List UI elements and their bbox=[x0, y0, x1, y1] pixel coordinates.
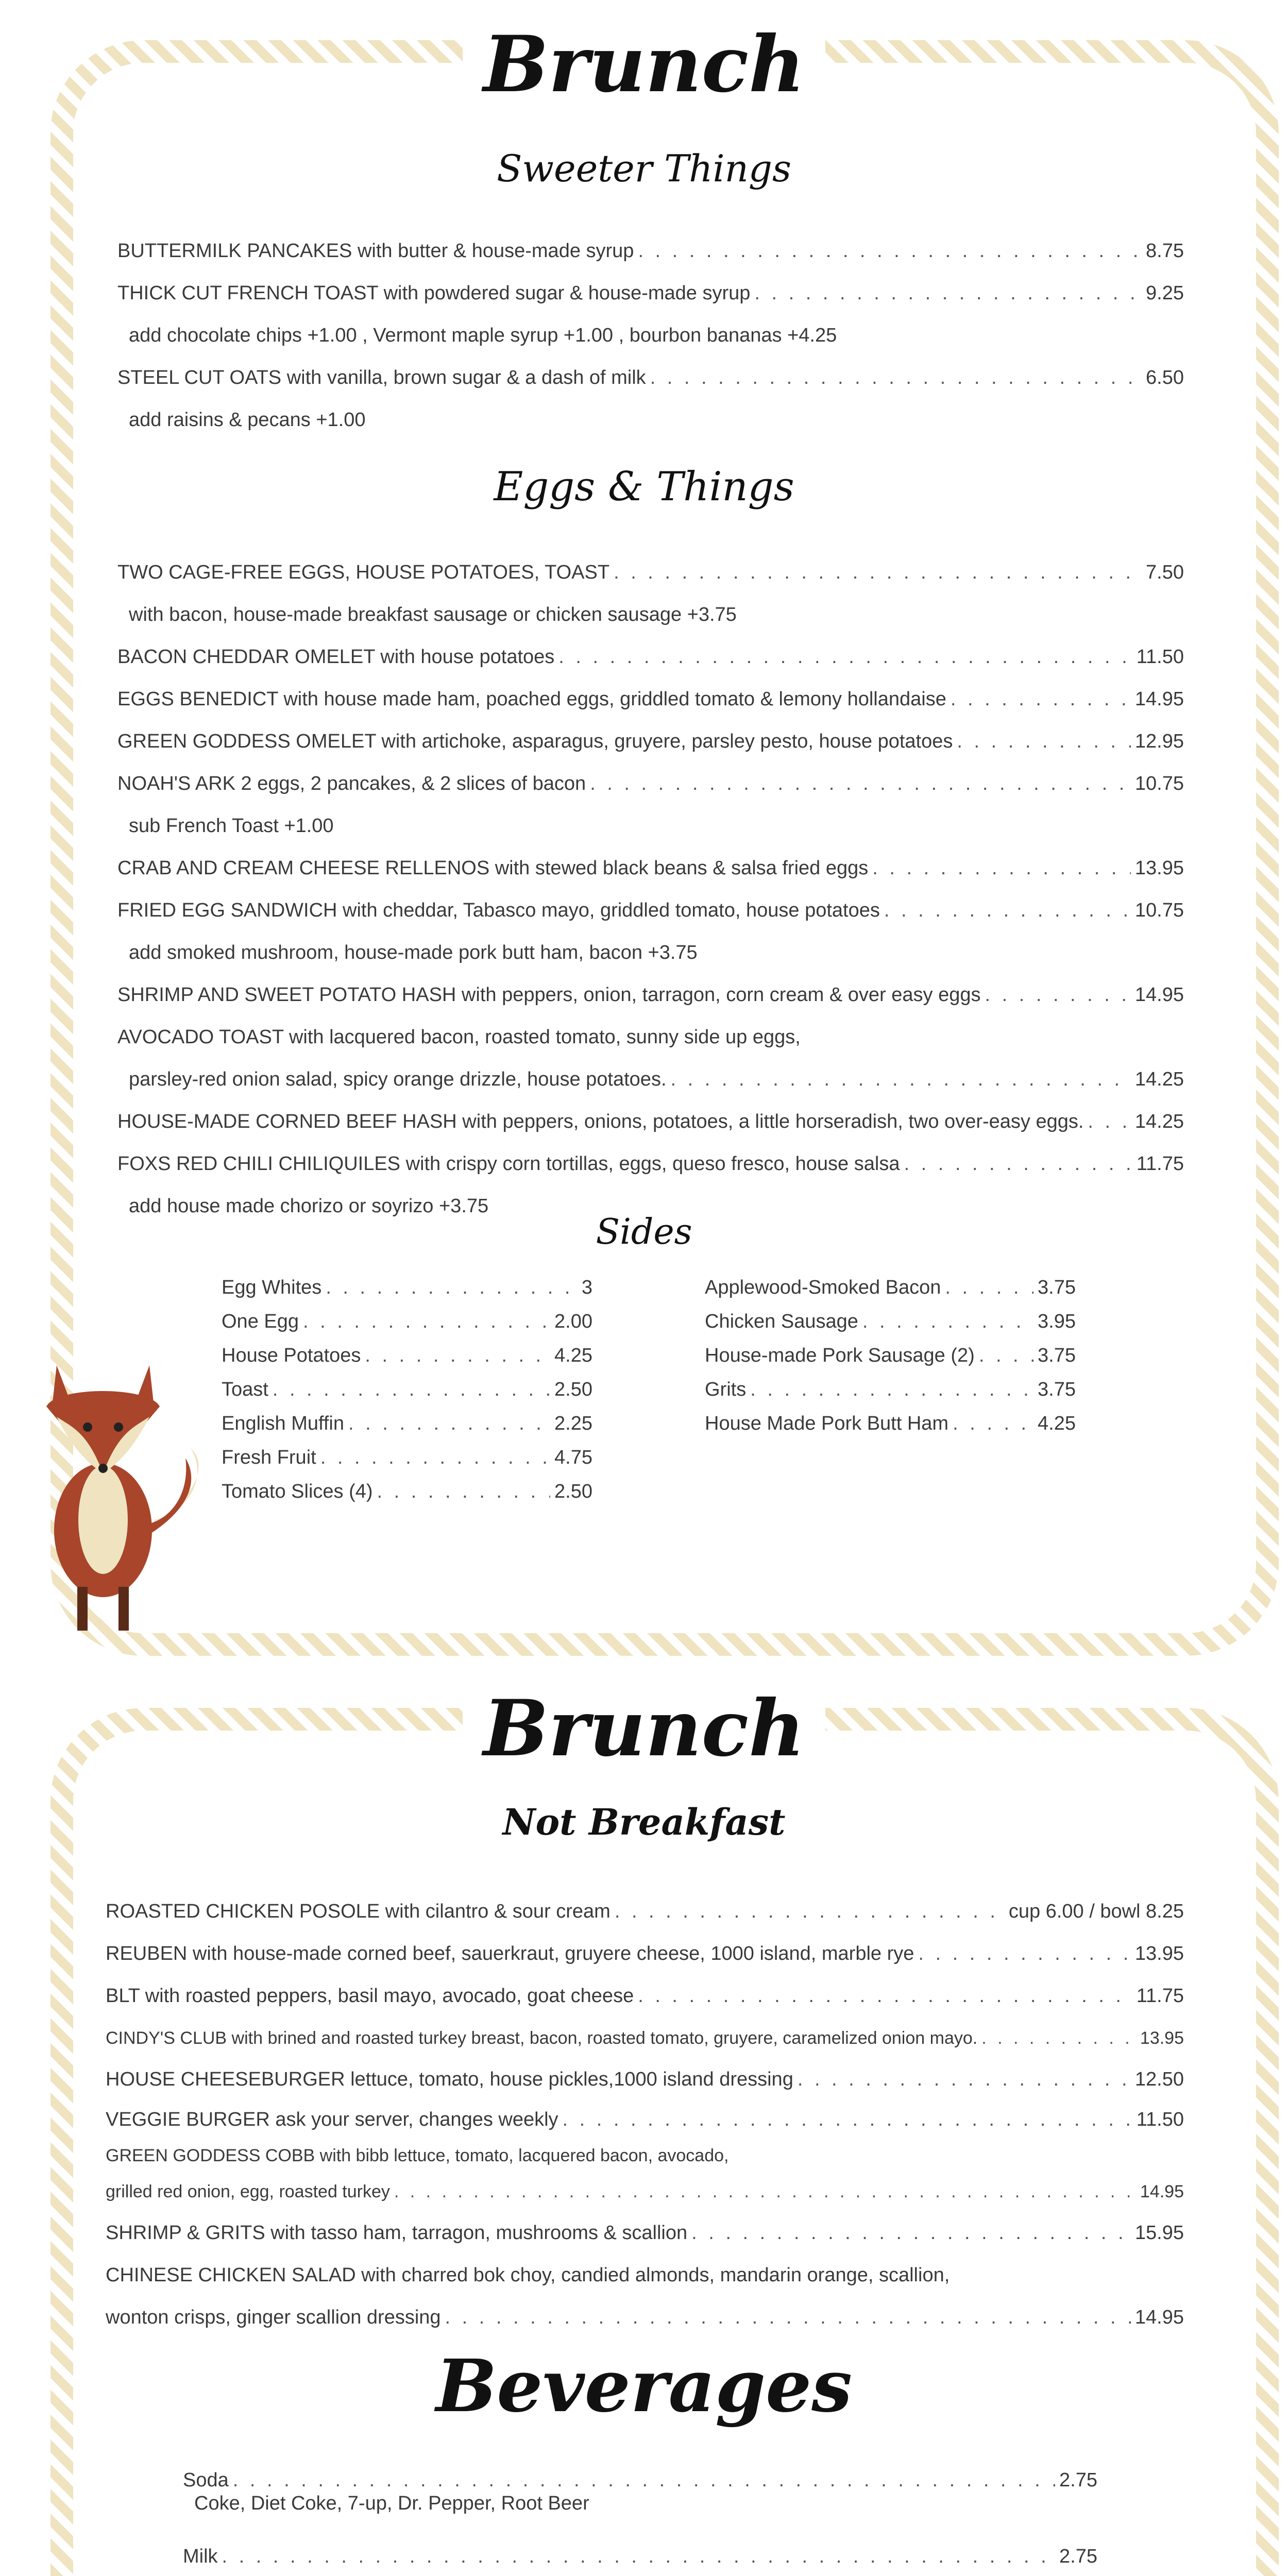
addon-text: sub French Toast +1.00 bbox=[129, 815, 334, 837]
addon-text: add chocolate chips +1.00 , Vermont maple syrup +1.00 , bourbon bananas +4.25 bbox=[129, 325, 837, 346]
menu-item: ROASTED CHICKEN POSOLE with cilantro & sour cream . . . cup 6.00 / bowl 8.25 bbox=[106, 1890, 1184, 1933]
menu-item: SHRIMP AND SWEET POTATO HASH with peppers, onion, tarragon, corn cream & over easy eggs . . . 14.95 bbox=[117, 974, 1184, 1016]
fox-illustration bbox=[36, 1345, 206, 1633]
side-item: House-made Pork Sausage (2) . . . 3.75 bbox=[705, 1338, 1076, 1372]
page-title: Brunch bbox=[463, 21, 825, 108]
side-item: One Egg . . . 2.00 bbox=[222, 1304, 592, 1338]
menu-item: TWO CAGE-FREE EGGS, HOUSE POTATOES, TOAST . . . 7.50 bbox=[117, 551, 1184, 594]
addon-text: add raisins & pecans +1.00 bbox=[129, 409, 366, 431]
menu-item-line1: CHINESE CHICKEN SALAD with charred bok choy, candied almonds, mandarin orange, scallion, bbox=[106, 2264, 950, 2286]
sweeter-items bbox=[117, 230, 1184, 441]
beverage-options: Coke, Diet Coke, 7-up, Dr. Pepper, Root Beer bbox=[194, 2493, 589, 2514]
side-item: Applewood-Smoked Bacon . . . 3.75 bbox=[705, 1270, 1076, 1304]
section-heading-eggs: Eggs & Things bbox=[494, 464, 794, 510]
menu-item: parsley-red onion salad, spicy orange drizzle, house potatoes. . . . 14.25 bbox=[117, 1058, 1184, 1100]
eggs-items bbox=[117, 551, 1184, 1227]
sides-right-column bbox=[705, 1270, 1076, 1440]
side-item: Chicken Sausage . . . 3.95 bbox=[705, 1304, 1076, 1338]
section-heading-not-breakfast: Not Breakfast bbox=[502, 1801, 786, 1843]
menu-item: CRAB AND CREAM CHEESE RELLENOS with stewed black beans & salsa fried eggs . . . 13.95 bbox=[117, 847, 1184, 889]
menu-item: STEEL CUT OATS with vanilla, brown sugar & a dash of milk . . . 6.50 bbox=[117, 357, 1184, 399]
addon-text: with bacon, house-made breakfast sausage or chicken sausage +3.75 bbox=[129, 604, 737, 625]
menu-item-line1: GREEN GODDESS COBB with bibb lettuce, tomato, lacquered bacon, avocado, bbox=[106, 2146, 729, 2165]
menu-item: BACON CHEDDAR OMELET with house potatoes . . . 11.50 bbox=[117, 636, 1184, 678]
menu-item: grilled red onion, egg, roasted turkey . . . 14.95 bbox=[106, 2172, 1184, 2212]
side-item: Fresh Fruit . . . 4.75 bbox=[222, 1440, 592, 1475]
beverage-items bbox=[183, 2455, 1097, 2576]
side-item: House Made Pork Butt Ham . . . 4.25 bbox=[705, 1406, 1076, 1440]
menu-item: THICK CUT FRENCH TOAST with powdered sugar & house-made syrup . . . 9.25 bbox=[117, 272, 1184, 314]
side-item: Egg Whites . . . 3 bbox=[222, 1270, 592, 1304]
menu-item: SHRIMP & GRITS with tasso ham, tarragon, mushrooms & scallion . . . 15.95 bbox=[106, 2212, 1184, 2254]
menu-item: BLT with roasted peppers, basil mayo, avocado, goat cheese . . . 11.75 bbox=[106, 1975, 1184, 2017]
menu-item: BUTTERMILK PANCAKES with butter & house-made syrup . . . 8.75 bbox=[117, 230, 1184, 272]
side-item: Toast . . . 2.50 bbox=[222, 1372, 592, 1406]
menu-item: REUBEN with house-made corned beef, sauerkraut, gruyere cheese, 1000 island, marble rye . . . 13.95 bbox=[106, 1933, 1184, 1975]
side-item: Tomato Slices (4) . . . 2.50 bbox=[222, 1475, 592, 1509]
beverage-item: Soda . . . 2.75 bbox=[183, 2455, 1097, 2505]
page-title: Brunch bbox=[463, 1685, 825, 1772]
side-item: House Potatoes . . . 4.25 bbox=[222, 1338, 592, 1372]
menu-item-line1: AVOCADO TOAST with lacquered bacon, roasted tomato, sunny side up eggs, bbox=[117, 1026, 801, 1048]
addon-text: add smoked mushroom, house-made pork butt ham, bacon +3.75 bbox=[129, 942, 698, 963]
menu-item: GREEN GODDESS OMELET with artichoke, asparagus, gruyere, parsley pesto, house potatoes . . . 12.95 bbox=[117, 720, 1184, 762]
menu-item: HOUSE-MADE CORNED BEEF HASH with peppers, onions, potatoes, a little horseradish, two over-easy eggs. . . . 14.25 bbox=[117, 1100, 1184, 1143]
section-heading-beverages: Beverages bbox=[435, 2344, 853, 2429]
sides-left-column bbox=[222, 1270, 592, 1509]
section-heading-sides: Sides bbox=[596, 1212, 692, 1252]
brunch-panel-2 bbox=[0, 1667, 1288, 2576]
menu-item: wonton crisps, ginger scallion dressing . . . 14.95 bbox=[106, 2296, 1184, 2338]
beverage-item: Milk . . . 2.75 bbox=[183, 2531, 1097, 2576]
addon-text: add house made chorizo or soyrizo +3.75 bbox=[129, 1195, 489, 1217]
lunch-items bbox=[106, 1890, 1184, 2338]
menu-item: FOXS RED CHILI CHILIQUILES with crispy corn tortillas, eggs, queso fresco, house salsa . . . 11.75 bbox=[117, 1143, 1184, 1185]
menu-item: FRIED EGG SANDWICH with cheddar, Tabasco mayo, griddled tomato, house potatoes . . . 10.75 bbox=[117, 889, 1184, 931]
menu-item: NOAH'S ARK 2 eggs, 2 pancakes, & 2 slices of bacon . . . 10.75 bbox=[117, 762, 1184, 805]
menu-item: CINDY'S CLUB with brined and roasted turkey breast, bacon, roasted tomato, gruyere, caramelized onion mayo. . . . 13.95 bbox=[106, 2017, 1184, 2059]
section-heading-sweeter: Sweeter Things bbox=[497, 147, 791, 190]
menu-item: HOUSE CHEESEBURGER lettuce, tomato, house pickles,1000 island dressing . . . 12.50 bbox=[106, 2059, 1184, 2099]
menu-item: EGGS BENEDICT with house made ham, poached eggs, griddled tomato & lemony hollandaise . . . 14.95 bbox=[117, 678, 1184, 720]
side-item: Grits . . . 3.75 bbox=[705, 1372, 1076, 1406]
side-item: English Muffin . . . 2.25 bbox=[222, 1406, 592, 1440]
menu-item: VEGGIE BURGER ask your server, changes weekly . . . 11.50 bbox=[106, 2099, 1184, 2140]
